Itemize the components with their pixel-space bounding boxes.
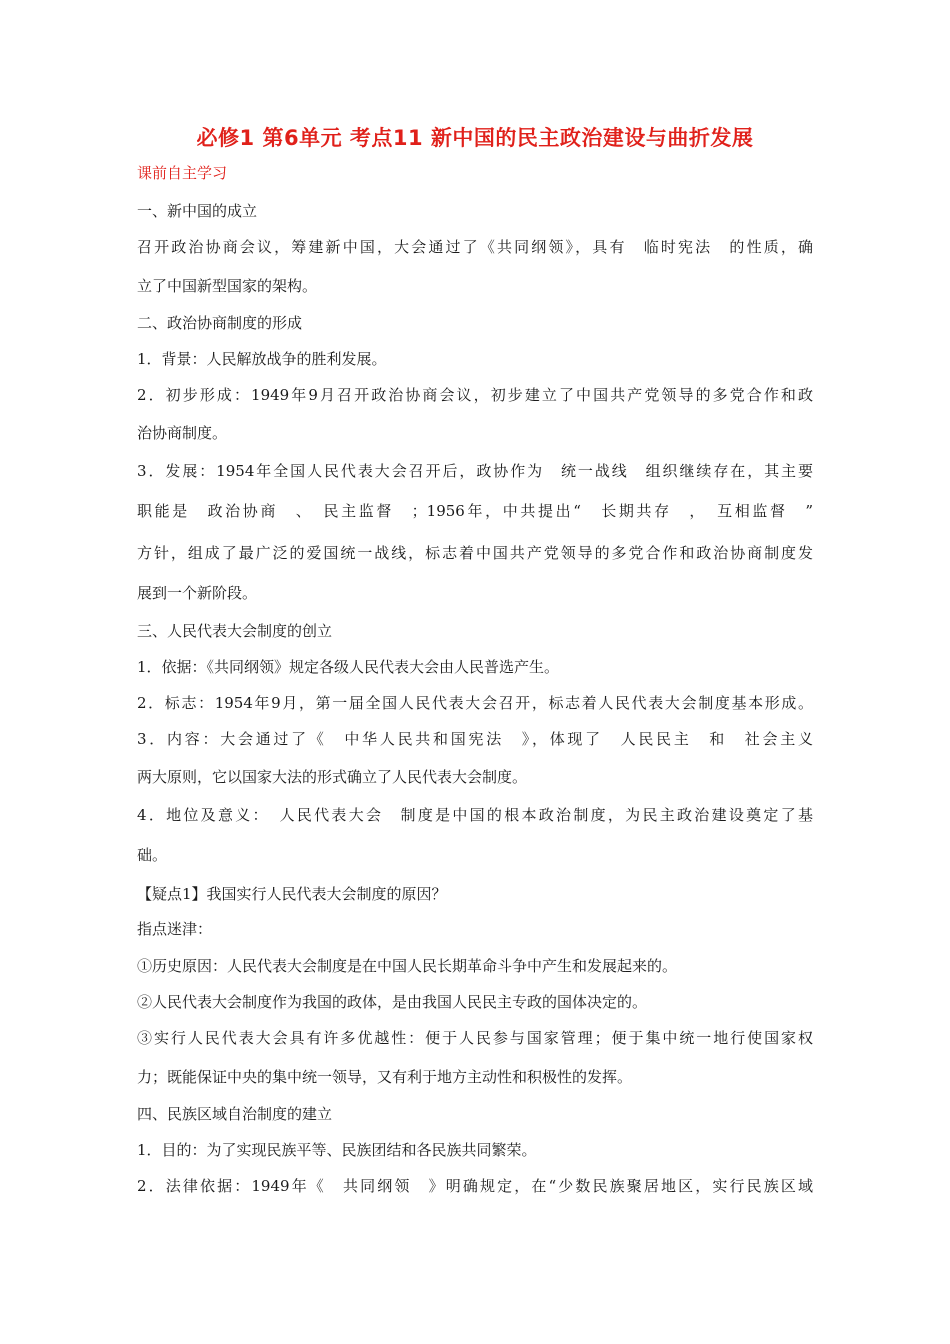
paragraph-line: 2．标志：1954年9月，第一届全国人民代表大会召开，标志着人民代表大会制度基本形成。 — [137, 694, 813, 712]
paragraph-line: 1．目的：为了实现民族平等、民族团结和各民族共同繁荣。 — [137, 1141, 537, 1159]
paragraph-line: 3．内容：大会通过了《 中华人民共和国宪法 》，体现了 人民民主 和 社会主义 — [137, 730, 813, 748]
document-title: 必修1 第6单元 考点11 新中国的民主政治建设与曲折发展 — [196, 126, 754, 150]
paragraph-line: 2．法律依据：1949年《 共同纲领 》明确规定，在“少数民族聚居地区，实行民族区域 — [137, 1177, 813, 1195]
heading-autonomy: 四、民族区域自治制度的建立 — [137, 1105, 333, 1123]
paragraph-line: 1．背景：人民解放战争的胜利发展。 — [137, 350, 387, 368]
paragraph-line: 立了中国新型国家的架构。 — [137, 277, 318, 295]
paragraph-line: 方针，组成了最广泛的爱国统一战线，标志着中国共产党领导的多党合作和政治协商制度发 — [137, 544, 813, 562]
paragraph-line: 职能是 政治协商 、 民主监督 ；1956年，中共提出“ 长期共存 ， 互相监督 ” — [137, 502, 813, 520]
paragraph-line: 2．初步形成：1949年9月召开政治协商会议，初步建立了中国共产党领导的多党合作和政 — [137, 386, 813, 404]
list-item: ②人民代表大会制度作为我国的政体，是由我国人民民主专政的国体决定的。 — [137, 993, 648, 1011]
doubt-heading: 【疑点1】我国实行人民代表大会制度的原因？ — [137, 885, 447, 903]
list-item: ③实行人民代表大会具有许多优越性：便于人民参与国家管理；便于集中统一地行使国家权 — [137, 1029, 813, 1047]
paragraph-line: 展到一个新阶段。 — [137, 584, 258, 602]
heading-cppcc: 二、政治协商制度的形成 — [137, 314, 303, 332]
section-label: 课前自主学习 — [137, 164, 228, 182]
list-item: ①历史原因：人民代表大会制度是在中国人民长期革命斗争中产生和发展起来的。 — [137, 957, 678, 975]
paragraph-line: 础。 — [137, 846, 168, 864]
heading-founding: 一、新中国的成立 — [137, 202, 258, 220]
paragraph-line: 召开政治协商会议，筹建新中国，大会通过了《共同纲领》，具有 临时宪法 的性质，确 — [137, 238, 813, 256]
paragraph-line: 3．发展：1954年全国人民代表大会召开后，政协作为 统一战线 组织继续存在，其主要 — [137, 462, 813, 480]
heading-npc: 三、人民代表大会制度的创立 — [137, 622, 333, 640]
paragraph-line: 两大原则，它以国家大法的形式确立了人民代表大会制度。 — [137, 768, 528, 786]
paragraph-line: 1．依据：《共同纲领》规定各级人民代表大会由人民普选产生。 — [137, 658, 560, 676]
paragraph-line: 4．地位及意义： 人民代表大会 制度是中国的根本政治制度，为民主政治建设奠定了基 — [137, 806, 813, 824]
paragraph-line: 治协商制度。 — [137, 424, 228, 442]
list-item: 力；既能保证中央的集中统一领导，又有利于地方主动性和积极性的发挥。 — [137, 1068, 633, 1086]
hint-label: 指点迷津： — [137, 920, 213, 938]
